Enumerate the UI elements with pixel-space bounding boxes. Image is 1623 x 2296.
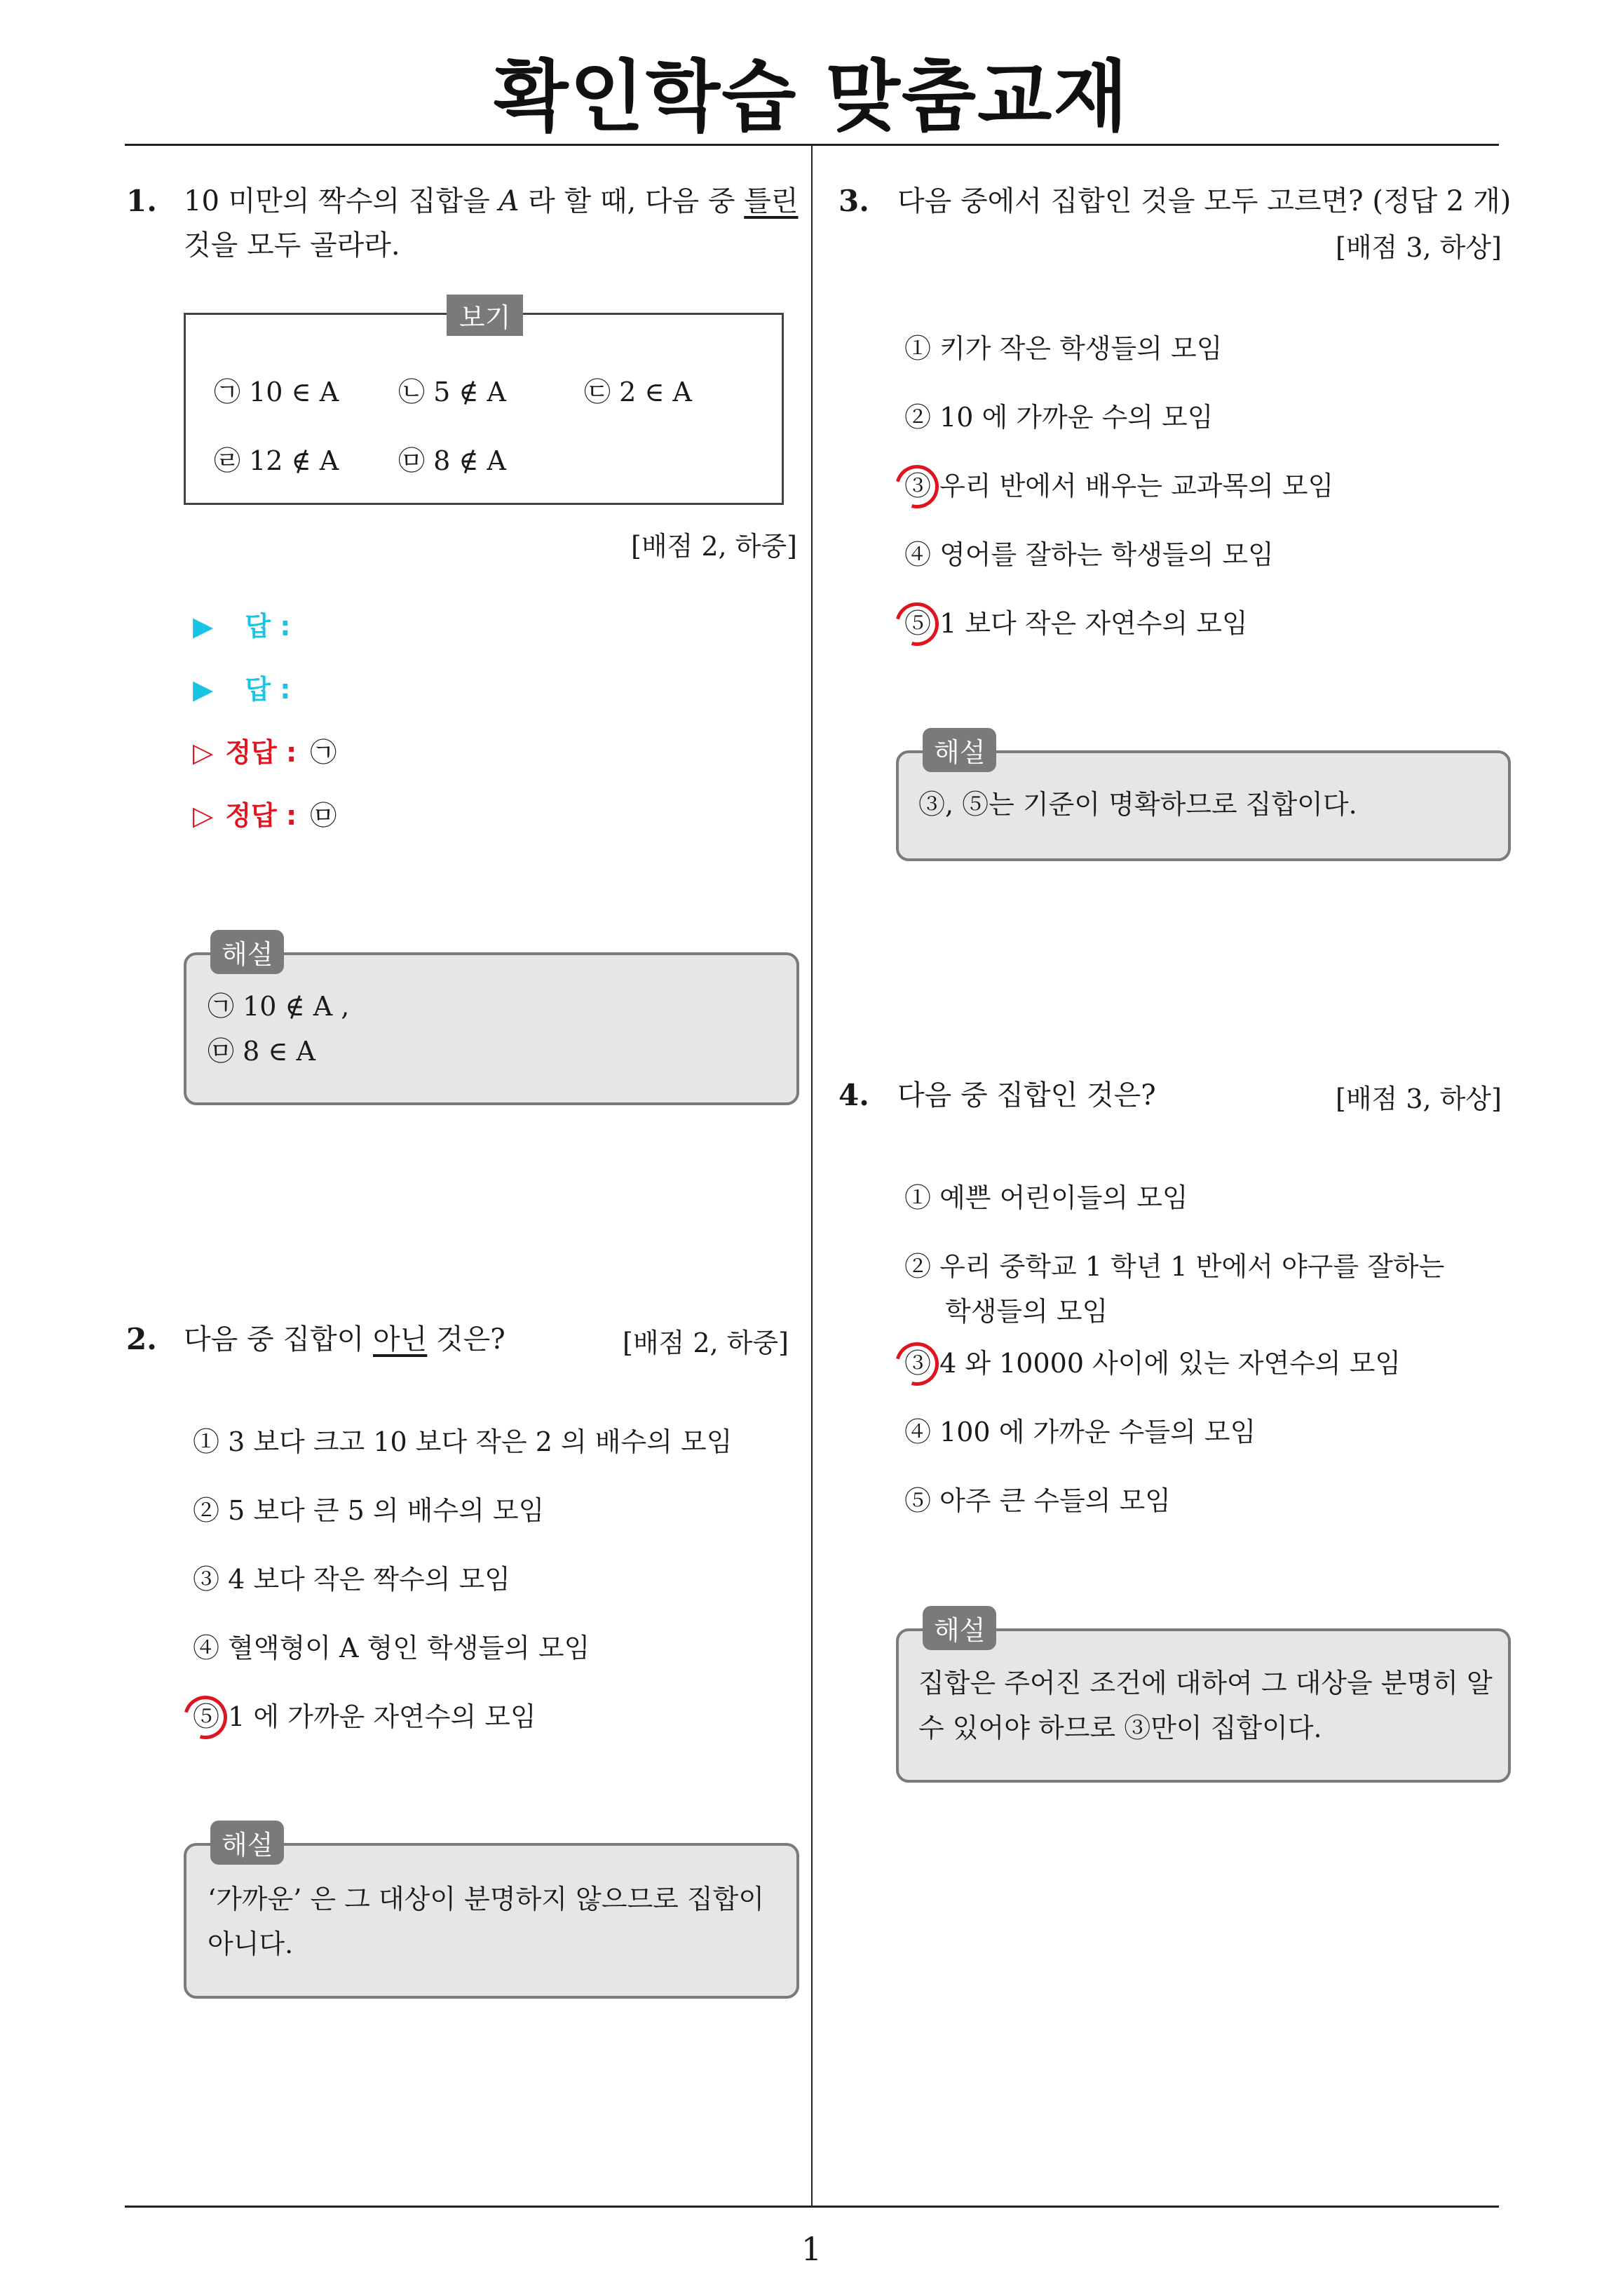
explanation-label: 해설 bbox=[923, 728, 996, 772]
explanation-line: ㉤ 8 ∈ A bbox=[208, 1036, 315, 1067]
choice-item: ⑤ 아주 큰 수들의 모임 bbox=[904, 1485, 1171, 1516]
question-text: 다음 중 집합이 아닌 것은? bbox=[184, 1323, 505, 1356]
answer-row bbox=[193, 668, 290, 706]
correct-answer-value: ㉠ bbox=[310, 737, 337, 768]
column-divider bbox=[811, 144, 813, 2206]
example-item: ㉣ 12 ∉ A bbox=[214, 445, 339, 476]
choice-item: ② 5 보다 큰 5 의 배수의 모임 bbox=[193, 1495, 545, 1526]
page-number: 1 bbox=[801, 2230, 822, 2268]
choice-item: ③ 우리 반에서 배우는 교과목의 모임 bbox=[904, 471, 1334, 501]
score-meta: [배점 3, 하상] bbox=[1336, 232, 1502, 263]
explanation-label: 해설 bbox=[210, 1821, 284, 1865]
explanation-line: 아니다. bbox=[208, 1929, 294, 1959]
choice-item: ④ 혈액형이 A 형인 학생들의 모임 bbox=[193, 1633, 590, 1663]
choice-item: ① 3 보다 크고 10 보다 작은 2 의 배수의 모임 bbox=[193, 1426, 733, 1457]
explanation-line: 수 있어야 하므로 ③만이 집합이다. bbox=[918, 1713, 1322, 1743]
choice-item: ③ 4 보다 작은 짝수의 모임 bbox=[193, 1564, 510, 1595]
score-meta: [배점 2, 하중] bbox=[623, 1328, 789, 1358]
question-text-line2: 것을 모두 골라라. bbox=[184, 229, 400, 262]
example-item: ㉢ 2 ∈ A bbox=[584, 377, 692, 407]
choice-item-continued: 학생들의 모임 bbox=[945, 1296, 1108, 1327]
answer-label: 답 : bbox=[245, 674, 291, 705]
answer-marker-icon: ▶ bbox=[193, 611, 214, 642]
question-number: 4. bbox=[838, 1078, 869, 1112]
example-box-label: 보기 bbox=[447, 295, 523, 336]
explanation-label: 해설 bbox=[210, 930, 284, 974]
choice-item: ③ 4 와 10000 사이에 있는 자연수의 모임 bbox=[904, 1348, 1401, 1379]
score-meta: [배점 3, 하상] bbox=[1336, 1083, 1502, 1114]
choice-item: ④ 100 에 가까운 수들의 모임 bbox=[904, 1417, 1256, 1447]
question-text: 다음 중 집합인 것은? bbox=[897, 1079, 1156, 1112]
correct-answer-value: ㉤ bbox=[310, 800, 337, 831]
set-variable: A bbox=[498, 185, 520, 217]
underlined-word: 틀린 bbox=[744, 185, 799, 217]
choice-item: ④ 영어를 잘하는 학생들의 모임 bbox=[904, 539, 1274, 570]
page-title: 확인학습 맞춤교재 bbox=[494, 52, 1129, 142]
explanation-line: ‘가까운’ 은 그 대상이 분명하지 않으므로 집합이 bbox=[208, 1884, 765, 1915]
question-number: 1. bbox=[126, 184, 157, 218]
choice-item: ⑤ 1 보다 작은 자연수의 모임 bbox=[904, 608, 1248, 639]
correct-answer-label: 정답 : bbox=[225, 737, 297, 768]
example-item: ㉡ 5 ∉ A bbox=[398, 377, 506, 407]
correct-answer-row bbox=[193, 794, 337, 832]
correct-answer-label: 정답 : bbox=[225, 800, 297, 831]
correct-marker-icon: ▷ bbox=[193, 800, 214, 831]
bottom-rule bbox=[125, 2206, 1499, 2208]
correct-marker-icon: ▷ bbox=[193, 737, 214, 768]
answer-row bbox=[193, 605, 290, 643]
score-meta: [배점 2, 하중] bbox=[631, 531, 797, 562]
explanation-line: ㉠ 10 ∉ A , bbox=[208, 991, 350, 1022]
question-text: 10 미만의 짝수의 집합을 A 라 할 때, 다음 중 틀린 bbox=[184, 185, 799, 217]
question-text: 다음 중에서 집합인 것을 모두 고르면? (정답 2 개) bbox=[897, 185, 1512, 217]
correct-answer-row bbox=[193, 731, 337, 769]
explanation-line: 집합은 주어진 조건에 대하여 그 대상을 분명히 알 bbox=[918, 1668, 1493, 1699]
explanation-line: ③, ⑤는 기준이 명확하므로 집합이다. bbox=[918, 789, 1357, 820]
question-number: 3. bbox=[838, 184, 869, 218]
answer-label: 답 : bbox=[245, 611, 291, 642]
choice-item: ② 10 에 가까운 수의 모임 bbox=[904, 402, 1214, 433]
choice-item: ① 키가 작은 학생들의 모임 bbox=[904, 333, 1223, 364]
choice-item: ⑤ 1 에 가까운 자연수의 모임 bbox=[193, 1701, 536, 1732]
example-item: ㉤ 8 ∉ A bbox=[398, 445, 506, 476]
example-item: ㉠ 10 ∈ A bbox=[214, 377, 339, 407]
choice-item: ② 우리 중학교 1 학년 1 반에서 야구를 잘하는 bbox=[904, 1251, 1445, 1282]
answer-marker-icon: ▶ bbox=[193, 674, 214, 705]
underlined-word: 아닌 bbox=[372, 1323, 428, 1356]
question-number: 2. bbox=[126, 1322, 157, 1356]
choice-item: ① 예쁜 어린이들의 모임 bbox=[904, 1182, 1188, 1213]
explanation-label: 해설 bbox=[923, 1606, 996, 1650]
